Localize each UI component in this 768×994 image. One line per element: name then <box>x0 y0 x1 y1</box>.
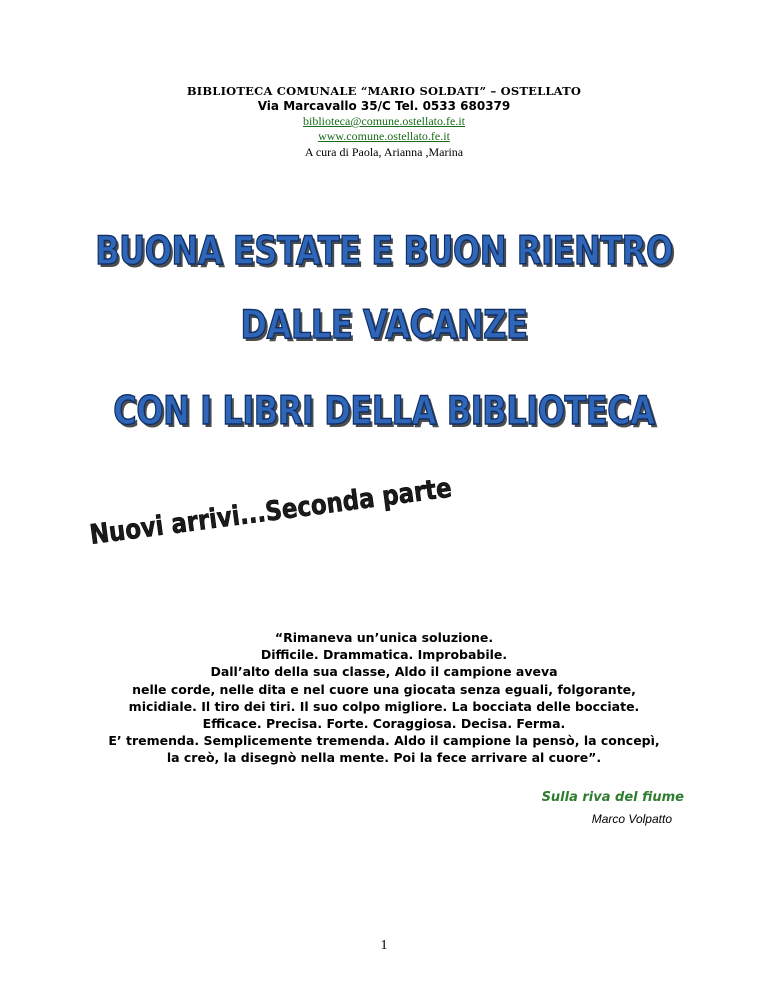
quote-line: nelle corde, nelle dita e nel cuore una giocata senza eguali, folgorante, <box>132 681 636 697</box>
quote-line: la creò, la disegnò nella mente. Poi la fece arrivare al cuore”. <box>166 750 602 766</box>
quote-line: “Rimaneva un’unica soluzione. <box>274 630 494 645</box>
document-header <box>0 84 768 160</box>
quote-block <box>0 629 768 767</box>
page-number: 1 <box>380 938 388 953</box>
library-name: BIBLIOTECA COMUNALE “MARIO SOLDATI” – OSTELLATO <box>186 84 582 98</box>
credit-line: A cura di Paola, Arianna ,Marina <box>304 145 464 159</box>
banner-line-3: CON I LIBRI DELLA BIBLIOTECA <box>113 389 655 434</box>
quote-line: Difficile. Drammatica. Improbabile. <box>260 647 508 663</box>
book-title: Sulla riva del fiume <box>541 790 684 805</box>
website-link[interactable]: www.comune.ostellato.fe.it <box>318 129 450 143</box>
book-author: Marco Volpatto <box>591 812 672 826</box>
subtitle-new-arrivals: Nuovi arrivi...Seconda parte <box>87 472 454 551</box>
email-link[interactable]: biblioteca@comune.ostellato.fe.it <box>303 114 465 128</box>
quote-line: E’ tremenda. Semplicemente tremenda. Aldo il campione la pensò, la concepì, <box>108 733 660 749</box>
banner-line-2: DALLE VACANZE <box>240 303 528 348</box>
banner-line-1: BUONA ESTATE E BUON RIENTRO <box>95 229 673 274</box>
library-address: Via Marcavallo 35/C Tel. 0533 680379 <box>257 99 511 113</box>
quote-line: Dall’alto della sua classe, Aldo il campione aveva <box>210 664 558 680</box>
quote-line: Efficace. Precisa. Forte. Coraggiosa. Decisa. Ferma. <box>202 716 566 732</box>
quote-line: micidiale. Il tiro dei tiri. Il suo colpo migliore. La bocciata delle bocciate. <box>128 698 640 714</box>
